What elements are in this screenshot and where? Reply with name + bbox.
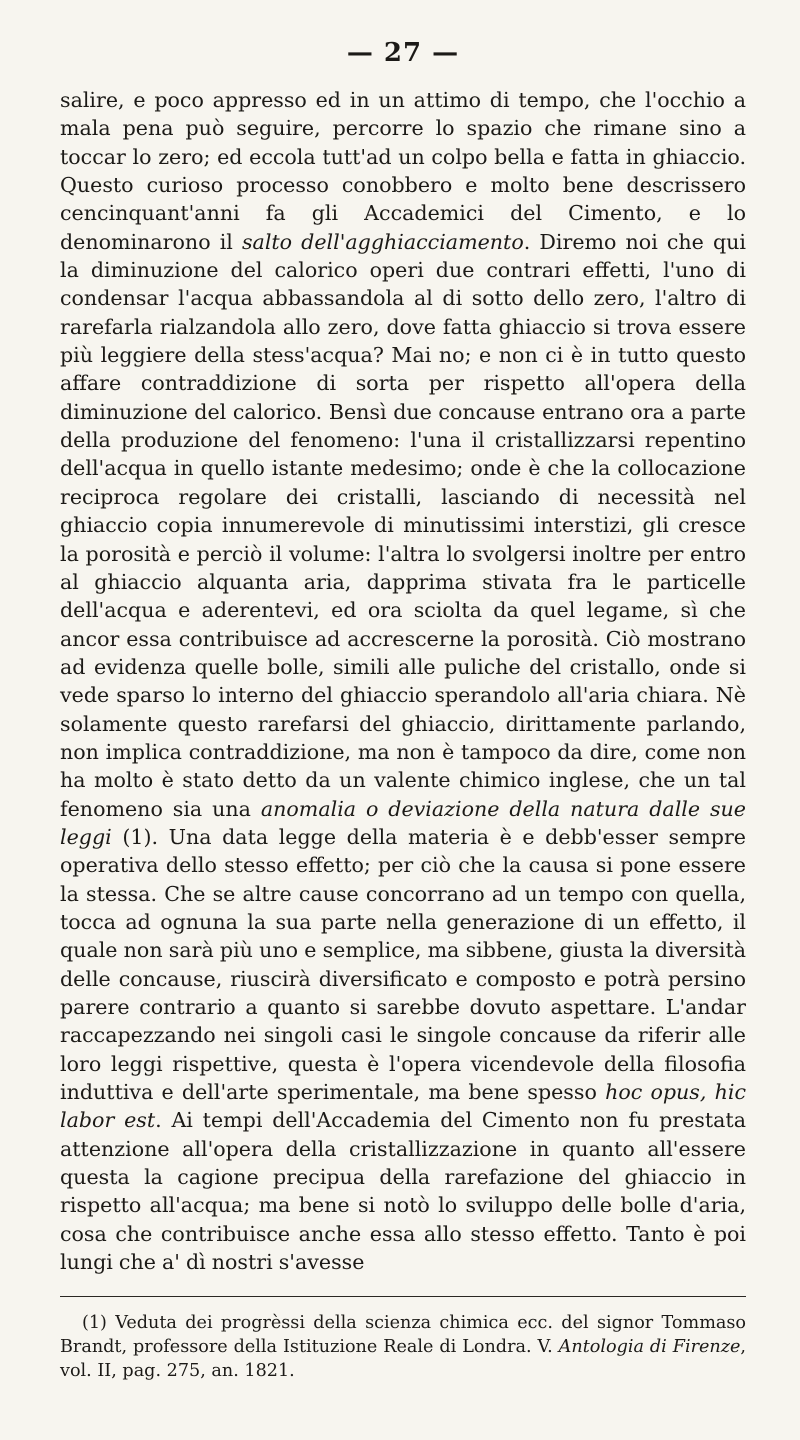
footnote xyxy=(60,1311,746,1383)
body-paragraph xyxy=(60,86,746,1276)
footnote-text: (1) Veduta dei progrèssi della scienza chimica ecc. del signor Tommaso Brandt, professore della Istituzione Reale di Londra. V. xyxy=(60,1313,746,1358)
text-run: salire, e poco appresso ed in un attimo di tempo, che l'occhio a mala pena può seguire, percorre lo spazio che rimane sino a toccar lo zero; ed eccola tutt'ad un colpo bella e fatta in ghiaccio. Questo curioso processo conobbero e molto bene descrissero cencinquant'anni fa gli Accademici del Cimento, e lo denominarono il xyxy=(60,88,746,254)
text-run: . Ai tempi dell'Accademia del Cimento non fu prestata attenzione all'opera della cristallizzazione in quanto all'essere questa la cagione precipua della rarefazione del ghiaccio in rispetto all'acqua; ma bene si notò lo sviluppo delle bolle d'aria, cosa che contribuisce anche essa allo stesso effetto. Tanto è poi lungi che a' dì nostri s'avesse xyxy=(60,1108,746,1275)
footnote-text: , vol. II, pag. 275, an. 1821. xyxy=(60,1337,747,1382)
italic-phrase: hoc opus, hic labor est xyxy=(60,1080,747,1133)
footnote-divider xyxy=(60,1296,746,1297)
page-number: — 27 — xyxy=(346,38,460,68)
italic-phrase: anomalia o deviazione della natura dalle sue leggi xyxy=(60,796,746,849)
text-run: . Diremo noi che qui la diminuzione del calorico operi due contrari effetti, l'uno di condensar l'acqua abbassandola al di sotto dello zero, l'altro di rarefarla rialzandola allo zero, dove fatta ghiaccio si trova essere più leggiere della stess'acqua? Mai no; e non ci è in tutto questo affare contraddizione di sorta per rispetto all'opera della diminuzione del calorico. Bensì due concause entrano ora a parte della produzione del fenomeno: l'una il cristallizzarsi repentino dell'acqua in quello istante medesimo; onde è che la collocazione reciproca regolare dei cristalli, lasciando di necessità nel ghiaccio copia innumerevole di minutissimi interstizi, gli cresce la porosità e perciò il volume: l'altra lo svolgersi inoltre per entro al ghiaccio alquanta aria, dapprima stivata fra le particelle dell'acqua e aderentevi, ed ora sciolta da quel legame, sì che ancor essa contribuisce ad accrescerne la porosità. Ciò mostrano ad evidenza quelle bolle, simili alle puliche del cristallo, onde si vede sparso lo interno del ghiaccio sperandolo all'aria chiara. Nè solamente questo rarefarsi del ghiaccio, dirittamente parlando, non implica contraddizione, ma non è tampoco da dire, come non ha molto è stato detto da un valente chimico inglese, che un tal fenomeno sia una xyxy=(60,229,746,821)
footnote-italic: Antologia di Firenze xyxy=(558,1337,741,1358)
text-run: (1). Una data legge della materia è e debb'esser sempre operativa dello stesso effetto; per ciò che la causa si pone essere la stessa. Che se altre cause concorrano ad un tempo con quella, tocca ad ognuna la sua parte nella generazione di un effetto, il quale non sarà più uno e semplice, ma sibbene, giusta la diversità delle concause, riuscirà diversificato e composto e potrà persino parere contrario a quanto si sarebbe dovuto aspettare. L'andar raccapezzando nei singoli casi le singole concause da riferir alle loro leggi rispettive, questa è l'opera vicendevole della filosofia induttiva e dell'arte sperimentale, ma bene spesso xyxy=(60,824,746,1105)
book-page xyxy=(60,38,746,1383)
italic-phrase: salto dell'agghiacciamento xyxy=(241,229,524,254)
